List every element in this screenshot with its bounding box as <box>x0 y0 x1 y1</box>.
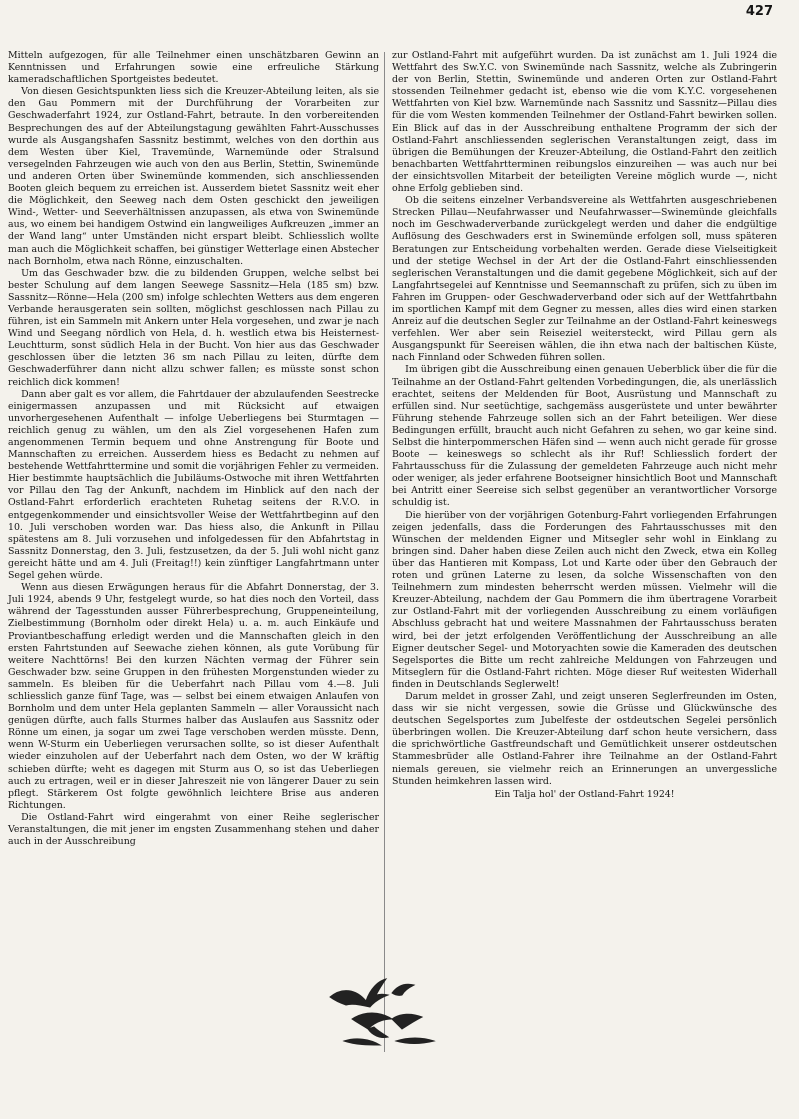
paragraph: Ob die seitens einzelner Verbandsvereine als Wettfahrten ausgeschriebenen Strecken Pillau—Neufahrwasser und Neufahrwasser—Swinemünde gleichfalls noch im Geschwaderverbande zurückgelegt werden und daher die endgültige Auflösung des Geschwaders erst in Swinemünde erfolgen soll, muss späteren Beratungen zur Entscheidung vorbehalten werden. Gerade diese Vielseitigkeit und der stetige Wechsel in der Art der die Ostland-Fahrt einschliessenden seglerischen Veranstaltungen und die damit gegebene Möglichkeit, sich auf der Langfahrtsegelei auf Kenntnisse und Seemannschaft zu prüfen, sich zu üben im Fahren im Gruppen- oder Geschwaderverband oder sich auf der Wettfahrtbahn im sportlichen Kampf mit dem Gegner zu messen, alles dies wird einen starken Anreiz auf die deutschen Segler zur Teilnahme an der Ostland-Fahrt keineswegs verfehlen. Wer aber sein Reiseziel weitersteckt, wird Pillau gern als Ausgangspunkt für Seereisen wählen, die ihn etwa nach der baltischen Küste, nach Finnland oder Schweden führen sollen. <box>392 195 777 364</box>
paragraph: Darum meldet in grosser Zahl, und zeigt unseren Seglerfreunden im Osten, dass wir sie nicht vergessen, sowie die Grüsse und Glückwünsche des deutschen Segelsportes zum Jubelfeste der ostdeutschen Segelei persönlich überbringen wollen. Die Kreuzer-Abteilung darf schon heute versichern, dass die sprichwörtliche Gastfreundschaft und Gemütlichkeit unserer ostdeutschen Stammesbrüder alle Ostland-Fahrer ihre Teilnahme an der Ostland-Fahrt niemals gereuen, sie vielmehr reich an Erinnerungen an unvergessliche Stunden heimkehren lassen wird. <box>392 690 777 787</box>
closing-cheer: Ein Talja hol' der Ostland-Fahrt 1924! <box>494 788 675 800</box>
page-number: 427 <box>745 4 773 19</box>
paragraph: Mitteln aufgezogen, für alle Teilnehmer einen unschätzbaren Gewinn an Kenntnissen und Erfahrungen sowie eine erfreuliche Stärkung kameradschaftlichen Sportgeistes bedeutet. <box>8 50 379 86</box>
paragraph: Die hierüber von der vorjährigen Gotenburg-Fahrt vorliegenden Erfahrungen zeigen jedenfalls, dass die Forderungen des Fahrtausschusses mit den Wünschen der meldenden Eigner und Mitsegler sehr wohl in Einklang zu bringen sind. Daher haben diese Zeilen auch nicht den Zweck, etwa ein Kolleg über das Hantieren mit Kompass, Lot und Karte oder über den Gebrauch der roten und grünen Laterne zu lesen, da solche Wissenschaften von den Teilnehmern zum mindesten beherrscht werden müssen. Vielmehr will die Kreuzer-Abteilung, nachdem der Gau Pommern die ihm übertragene Vorarbeit zur Ostland-Fahrt mit der vorliegenden Ausschreibung zu einem vorläufigen Abschluss gebracht hat und weitere Massnahmen der Fahrtausschuss beraten wird, bei der jetzt erfolgenden Veröffentlichung der Ausschreibung an alle Eigner deutscher Segel- und Motoryachten sowie die Kameraden des deutschen Segelsportes die Bitte um recht zahlreiche Meldungen von Fahrzeugen und Mitseglern für die Ostland-Fahrt richten. Möge dieser Ruf weitesten Widerhall finden in Deutschlands Seglerwelt! <box>392 509 777 690</box>
paragraph: Die Ostland-Fahrt wird eingerahmt von einer Reihe seglerischer Veranstaltungen, die mit jener im engsten Zusammenhang stehen und daher auch in der Ausschreibung <box>8 811 379 848</box>
paragraph: zur Ostland-Fahrt mit aufgeführt wurden. Da ist zunächst am 1. Juli 1924 die Wettfahrt des Sw.Y.C. von Swinemünde nach Sassnitz, welche als Zubringerin der von Berlin, Stettin, Swinemünde und anderen Orten zur Ostland-Fahrt stossenden Teilnehmer gedacht ist, ebenso wie die vom K.Y.C. vorgesehenen Wettfahrten von Kiel bzw. Warnemünde nach Sassnitz und Sassnitz—Pillau dies für die vom Westen kommenden Teilnehmer der Ostland-Fahrt bewirken sollen. Ein Blick auf das in der Ausschreibung enthaltene Programm der sich der Ostland-Fahrt anschliessenden seglerischen Veranstaltungen zeigt, dass im übrigen die Bemühungen der Kreuzer-Abteilung, die Ostland-Fahrt den zeitlich benachbarten Wettfahrtterminen reibungslos einzureihen — was auch nur bei der einsichtsvollen Mitarbeit der beteiligten Vereine möglich wurde —, nicht ohne Erfolg geblieben sind. <box>392 50 777 195</box>
column-divider <box>384 52 385 1052</box>
paragraph: Dann aber galt es vor allem, die Fahrtdauer der abzulaufenden Seestrecke einigermassen anzupassen und mit Rücksicht auf etwaigen unvorhergesehenen Aufenthalt — infolge Ueberliegens bei Sturmtagen — reichlich genug zu wählen, um den als Ziel vorgesehenen Hafen zum angenommenen Termin bequem und ohne Anstrengung für Boote und Mannschaften zu erreichen. Ausserdem hiess es Bedacht zu nehmen auf bestehende Wettfahrttermine und somit die vorjährigen Fehler zu vermeiden. Hier bestimmte hauptsächlich die Jubiläums-Ostwoche mit ihren Wettfahrten vor Pillau den Tag der Ankunft, nachdem im Hinblick auf den nach der Ostland-Fahrt erforderlich erachteten Ruhetag seitens der R.V.O. in entgegenkommender und einsichtsvoller Weise der Wettfahrtbeginn auf den 10. Juli verschoben worden war. Das hiess also, die Ankunft in Pillau spätestens am 8. Juli vorzusehen und infolgedessen für den Abfahrtstag in Sassnitz Donnerstag, den 3. Juli, festzusetzen, da der 5. Juli wohl nicht ganz gereicht hätte und am 4. Juli (Freitag!!) kein zünftiger Langfahrtmann unter Segel gehen würde. <box>8 388 379 582</box>
paragraph: Im übrigen gibt die Ausschreibung einen genauen Ueberblick über die für die Teilnahme an der Ostland-Fahrt geltenden Vorbedingungen, die, als unerlässlich erachtet, seitens der Meldenden für Boot, Ausrüstung und Mannschaft zu erfüllen sind. Nur seetüchtige, sachgemäss ausgerüstete und unter bewährter Führung stehende Fahrzeuge sollen sich an der Fahrt beteiligen. Wer diese Bedingungen erfüllt, braucht auch nicht Gefahren zu sehen, wo gar keine sind. Selbst die hinterpommerschen Häfen sind — wenn auch nicht gerade für grosse Boote — keineswegs so schlecht als ihr Ruf! Schliesslich fordert der Fahrtausschuss für die Zulassung der gemeldeten Fahrzeuge auch nicht mehr oder weniger, als jeder erfahrene Bootseigner hinsichtlich Boot und Mannschaft bei Antritt einer Seereise sich selbst gegenüber an verantwortlicher Vorsorge schuldig ist. <box>392 364 777 509</box>
right-text-column <box>392 50 777 801</box>
paragraph: Von diesen Gesichtspunkten liess sich die Kreuzer-Abteilung leiten, als sie den Gau Pommern mit der Durchführung der Vorarbeiten zur Geschwaderfahrt 1924, zur Ostland-Fahrt, betraute. In den vorbereitenden Besprechungen des auf der Abteilungstagung gewählten Fahrt-Ausschusses wurde als Ausgangshafen Sassnitz bestimmt, welches von den dorthin aus dem Westen über Kiel, Travemünde, Warnemünde oder Stralsund versegelnden Fahrzeugen wie auch von den aus Berlin, Stettin, Swinemünde und anderen Orten über Swinemünde kommenden, sich anschliessenden Booten gleich bequem zu erreichen ist. Ausserdem bietet Sassnitz weit eher die Möglichkeit, den Seeweg nach dem Osten geschickt den jeweiligen Wind-, Wetter- und Seeverhältnissen anzupassen, als etwa von Swinemünde aus, wo einem bei handigem Ostwind ein langweiliges Aufkreuzen „immer an der Wand lang“ unter Umständen nicht erspart bleibt. Schliesslich wollte man auch die Möglichkeit schaffen, bei günstiger Wetterlage einen Abstecher nach Bornholm, etwa nach Rönne, einzuschalten. <box>8 86 379 267</box>
paragraph: Wenn aus diesen Erwägungen heraus für die Abfahrt Donnerstag, der 3. Juli 1924, abends 9 Uhr, festgelegt wurde, so hat dies noch den Vorteil, dass während der Tagesstunden ausser Führerbesprechung, Gruppeneinteilung, Zielbestimmung (Bornholm oder direkt Hela) u. a. m. auch Einkäufe und Proviantbeschaffung erledigt werden und die Mannschaften gleich in den ersten Fahrtstunden auf Seewache ziehen können, als gute Vorübung für weitere Nachttörns! Bei den kurzen Nächten vermag der Führer sein Geschwader bzw. seine Gruppen in den frühesten Morgenstunden wieder zu sammeln. Es bleiben für die Ueberfahrt nach Pillau vom 4.—8. Juli schliesslich ganze fünf Tage, was — selbst bei einem etwaigen Anlaufen von Bornholm und dem unter Hela geplanten Sammeln — aller Voraussicht nach genügen dürfte, auch falls Sturmes halber das Auslaufen aus Sassnitz oder Rönne um einen, ja sogar um zwei Tage verschoben werden müsste. Denn, wenn W-Sturm ein Ueberliegen verursachen sollte, so ist dieser Aufenthalt wieder einzuholen auf der Ueberfahrt nach dem Osten, wo der W kräftig schieben dürfte; weht es dagegen mit Sturm aus O, so ist das Ueberliegen auch zu ertragen, weil er in dieser Jahreszeit nie von längerer Dauer zu sein pflegt. Stärkerem Ost folgte gewöhnlich leichtere Brise aus anderen Richtungen. <box>8 582 379 811</box>
seagulls-ornament-icon <box>322 975 452 1050</box>
paragraph: Um das Geschwader bzw. die zu bildenden Gruppen, welche selbst bei bester Schulung auf dem langen Seewege Sassnitz—Hela (185 sm) bzw. Sassnitz—Rönne—Hela (200 sm) infolge schlechten Wetters aus dem engeren Verbande herausgeraten sein sollten, möglichst geschlossen nach Pillau zu führen, ist ein Sammeln mit Ankern unter Hela vorgesehen, und zwar je nach Wind und Seegang nördlich von Hela, d. h. westlich etwa bis Heisternest-Leuchtturm, sonst südlich Hela in der Bucht. Von hier aus das Geschwader geschlossen über die letzten 36 sm nach Pillau zu leiten, dürfte dem Geschwaderführer dann nicht allzu schwer fallen; es müsste sonst schon reichlich dick kommen! <box>8 267 379 388</box>
left-text-column <box>8 50 379 848</box>
